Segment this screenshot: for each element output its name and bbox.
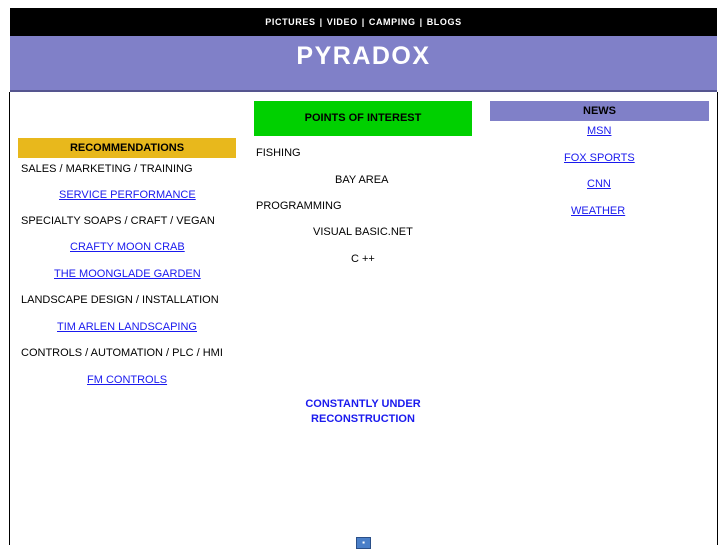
link-crafty-moon-crab[interactable]: CRAFTY MOON CRAB <box>70 241 185 253</box>
notice-line-2: RECONSTRUCTION <box>311 413 415 425</box>
points-of-interest-header: POINTS OF INTEREST <box>254 101 472 136</box>
broken-image-icon[interactable]: ▪ <box>356 537 371 549</box>
news-header: NEWS <box>490 101 709 121</box>
nav-link-video[interactable]: VIDEO <box>326 17 358 27</box>
category-landscape-design: LANDSCAPE DESIGN / INSTALLATION <box>21 294 219 306</box>
news-link-weather[interactable]: WEATHER <box>571 205 626 217</box>
site-banner <box>10 36 717 92</box>
news-link-msn[interactable]: MSN <box>587 125 612 137</box>
news-link-fox-sports[interactable]: FOX SPORTS <box>564 152 635 164</box>
poi-bay-area: BAY AREA <box>335 174 389 186</box>
link-fm-controls[interactable]: FM CONTROLS <box>87 374 168 386</box>
category-specialty-soaps: SPECIALTY SOAPS / CRAFT / VEGAN <box>21 215 215 227</box>
frame-border-right <box>717 92 718 545</box>
nav-separator: | <box>319 17 323 27</box>
news-link-cnn[interactable]: CNN <box>587 178 611 190</box>
category-controls-automation: CONTROLS / AUTOMATION / PLC / HMI <box>21 347 223 359</box>
poi-c-plus-plus: C ++ <box>351 253 375 265</box>
reconstruction-notice <box>254 397 472 427</box>
recommendations-header: RECOMMENDATIONS <box>18 138 236 158</box>
category-sales-marketing: SALES / MARKETING / TRAINING <box>21 163 193 175</box>
poi-programming: PROGRAMMING <box>256 200 342 212</box>
nav-link-blogs[interactable]: BLOGS <box>426 17 462 27</box>
poi-fishing: FISHING <box>256 147 301 159</box>
nav-link-pictures[interactable]: PICTURES <box>265 17 316 27</box>
frame-border-left <box>9 92 10 545</box>
top-nav-bar <box>10 8 717 36</box>
link-tim-arlen-landscaping[interactable]: TIM ARLEN LANDSCAPING <box>57 321 197 333</box>
notice-line-1: CONSTANTLY UNDER <box>305 398 421 410</box>
link-moonglade-garden[interactable]: THE MOONGLADE GARDEN <box>54 268 201 280</box>
link-service-performance[interactable]: SERVICE PERFORMANCE <box>59 189 196 201</box>
nav-link-camping[interactable]: CAMPING <box>368 17 416 27</box>
nav-separator: | <box>361 17 365 27</box>
site-title: PYRADOX <box>296 42 431 70</box>
nav-separator: | <box>419 17 423 27</box>
poi-visual-basic: VISUAL BASIC.NET <box>313 226 413 238</box>
